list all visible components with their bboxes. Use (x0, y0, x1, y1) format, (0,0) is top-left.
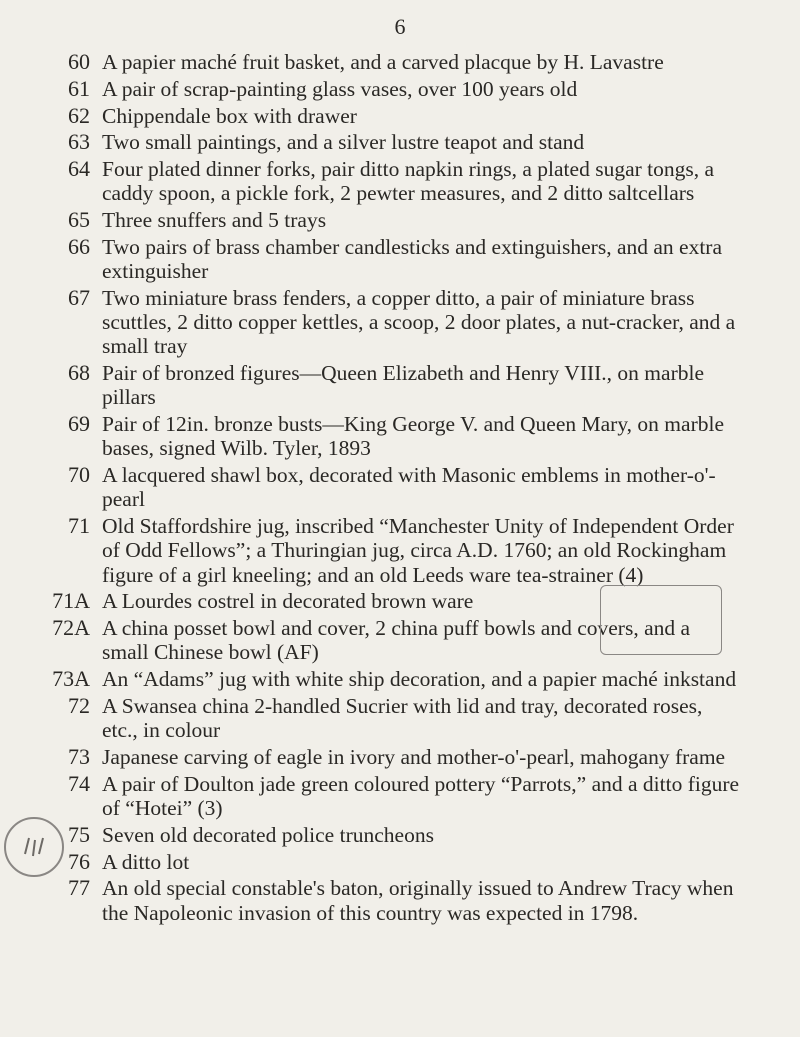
pencil-circle-mark (4, 817, 64, 877)
lot-item (40, 104, 740, 128)
lot-item (40, 667, 740, 691)
lot-description: A Swansea china 2-handled Sucrier with lid and tray, decorated roses, etc., in colour (102, 693, 703, 743)
lot-item (40, 286, 740, 359)
lot-description: An old special constable's baton, originally issued to Andrew Tracy when the Napoleonic invasion of this country was expected in 1798. (102, 876, 734, 925)
lot-item (40, 463, 740, 511)
lot-number: 77 (68, 875, 90, 901)
lot-number: 61 (68, 75, 90, 101)
lot-item (40, 157, 740, 205)
lot-description: Two pairs of brass chamber candlesticks and extinguishers, and an extra extinguisher (102, 234, 723, 284)
lot-item (40, 514, 740, 587)
lot-description: A papier maché fruit basket, and a carved placque by H. Lavastre (102, 50, 664, 74)
lot-description: Two small paintings, and a silver lustre teapot and stand (102, 130, 585, 155)
lot-description: Seven old decorated police truncheons (102, 822, 434, 847)
lot-number: 72A (52, 615, 90, 641)
lot-item (40, 130, 740, 154)
lot-description: A pair of Doulton jade green coloured pottery “Parrots,” and a ditto figure of “Hotei” (3) (102, 771, 740, 820)
lot-number: 69 (68, 411, 90, 437)
lot-description: A lacquered shawl box, decorated with Masonic emblems in mother-o'-pearl (102, 463, 716, 512)
lot-description: A Lourdes costrel in decorated brown ware (102, 589, 474, 614)
lot-description: Pair of bronzed figures—Queen Elizabeth and Henry VIII., on marble pillars (102, 361, 704, 410)
lot-description: Three snuffers and 5 trays (102, 208, 327, 233)
lot-number: 71A (52, 588, 90, 614)
lot-item (40, 361, 740, 409)
lot-number: 62 (68, 102, 90, 128)
lot-number: 76 (68, 848, 90, 874)
lot-description: Old Staffordshire jug, inscribed “Manchester Unity of Independent Order of Odd Fellows”; a Thuringian jug, circa A.D. 1760; an old Rockingham figure of a girl kneeling; and an old Leeds ware tea-strainer (4) (102, 514, 734, 587)
lot-item (40, 77, 740, 101)
lot-number: 65 (68, 207, 90, 233)
lot-description: A china posset bowl and cover, 2 china puff bowls and covers, and a small Chinese bowl (AF) (102, 616, 691, 665)
lot-number: 68 (68, 360, 90, 386)
lot-description: Four plated dinner forks, pair ditto napkin rings, a plated sugar tongs, a caddy spoon, a pickle fork, 2 pewter measures, and 2 ditto saltcellars (102, 157, 715, 206)
lot-description: Two miniature brass fenders, a copper ditto, a pair of miniature brass scuttles, 2 ditto copper kettles, a scoop, 2 door plates, a nut-cracker, and a small tray (102, 285, 736, 359)
lot-description: Japanese carving of eagle in ivory and mother-o'-pearl, mahogany frame (102, 744, 726, 769)
lot-description: A ditto lot (102, 849, 190, 874)
lot-number: 75 (68, 821, 90, 847)
lot-item (40, 235, 740, 283)
lot-item (40, 208, 740, 232)
lot-number: 60 (68, 49, 90, 74)
lot-item (40, 694, 740, 742)
pencil-scribble-icon (19, 832, 49, 862)
lot-number: 63 (68, 129, 90, 155)
lot-item (40, 823, 740, 847)
lot-number: 74 (68, 770, 90, 796)
lot-description: Chippendale box with drawer (102, 103, 357, 128)
lot-number: 73 (68, 743, 90, 769)
lot-item (40, 50, 740, 74)
lot-number: 73A (52, 666, 90, 692)
lot-item (40, 772, 740, 820)
lot-number: 67 (68, 284, 90, 310)
lot-item (40, 876, 740, 924)
lot-item (40, 745, 740, 769)
lot-number: 71 (68, 513, 90, 539)
lot-number: 66 (68, 233, 90, 259)
lot-number: 72 (68, 692, 90, 718)
lot-item (40, 850, 740, 874)
lot-list (40, 50, 740, 927)
lot-item (40, 412, 740, 460)
pencil-bracket-mark (600, 585, 722, 655)
lot-number: 70 (68, 462, 90, 488)
lot-description: An “Adams” jug with white ship decoration, and a papier maché inkstand (102, 667, 737, 692)
lot-number: 64 (68, 156, 90, 182)
page-number: 6 (394, 14, 406, 39)
lot-description: A pair of scrap-painting glass vases, over 100 years old (102, 76, 578, 101)
lot-description: Pair of 12in. bronze busts—King George V. and Queen Mary, on marble bases, signed Wilb. Tyler, 1893 (102, 412, 724, 461)
